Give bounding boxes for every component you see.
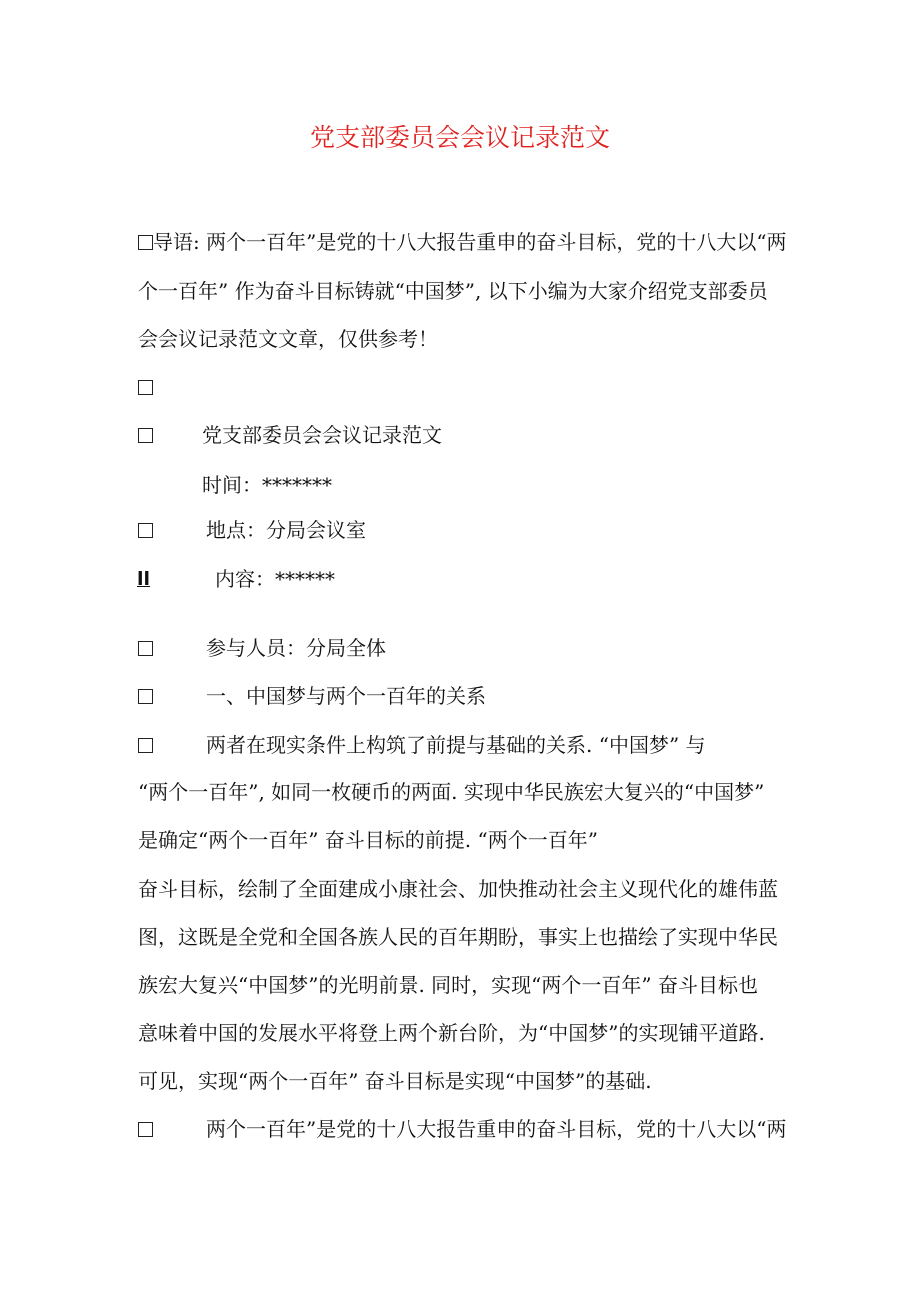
checkbox-icon [138, 523, 153, 538]
para-1-line-6: 族宏大复兴“中国梦”的光明前景. 同时，实现“两个一百年” 奋斗目标也 [138, 973, 758, 997]
para-2-marker-line [138, 1117, 153, 1141]
checkbox-icon [138, 1122, 153, 1137]
para-1-line-1: 两者在现实条件上构筑了前提与基础的关系. “中国梦” 与 [206, 733, 706, 757]
checkbox-icon [138, 641, 153, 656]
intro-line-2: 个一百年” 作为奋斗目标铸就“中国梦”, 以下小编为大家介绍党支部委员 [138, 279, 768, 303]
checkbox-icon [138, 380, 153, 395]
heading-line [138, 423, 153, 447]
intro-line-1 [138, 230, 787, 254]
section-1-heading: 一、中国梦与两个一百年的关系 [206, 684, 486, 708]
meeting-participants: 参与人员：分局全体 [206, 636, 386, 660]
para-1-line-3: 是确定“两个一百年” 奋斗目标的前提. “两个一百年” [138, 828, 598, 852]
meeting-time: 时间：******* [202, 473, 332, 497]
participants-line [138, 636, 153, 660]
section-heading: 党支部委员会会议记录范文 [202, 423, 442, 447]
list-marker: ll [137, 568, 151, 590]
document-title: 党支部委员会会议记录范文 [309, 123, 610, 152]
empty-line-marker [138, 375, 153, 399]
checkbox-icon [138, 235, 153, 250]
para-1-line-4: 奋斗目标，绘制了全面建成小康社会、加快推动社会主义现代化的雄伟蓝 [138, 877, 778, 901]
para-1-line-5: 图，这既是全党和全国各族人民的百年期盼，事实上也描绘了实现中华民 [138, 925, 778, 949]
meeting-content: 内容：****** [215, 567, 335, 591]
place-line [138, 518, 153, 542]
section-1-line [138, 684, 153, 708]
para-1-line-7: 意味着中国的发展水平将登上两个新台阶，为“中国梦”的实现铺平道路. [138, 1021, 765, 1045]
para-1-marker-line [138, 733, 153, 757]
checkbox-icon [138, 689, 153, 704]
intro-line-3: 会会议记录范文文章，仅供参考！ [138, 327, 438, 351]
intro-text-1: 导语: 两个一百年”是党的十八大报告重申的奋斗目标，党的十八大以“两 [153, 230, 787, 254]
checkbox-icon [138, 738, 153, 753]
meeting-place: 地点：分局会议室 [206, 518, 366, 542]
para-2-line-1: 两个一百年”是党的十八大报告重申的奋斗目标，党的十八大以“两 [206, 1117, 787, 1141]
checkbox-icon [138, 428, 153, 443]
para-1-line-2: “两个一百年”, 如同一枚硬币的两面. 实现中华民族宏大复兴的“中国梦” [138, 780, 765, 804]
para-1-line-8: 可见，实现“两个一百年” 奋斗目标是实现“中国梦”的基础. [138, 1069, 652, 1093]
